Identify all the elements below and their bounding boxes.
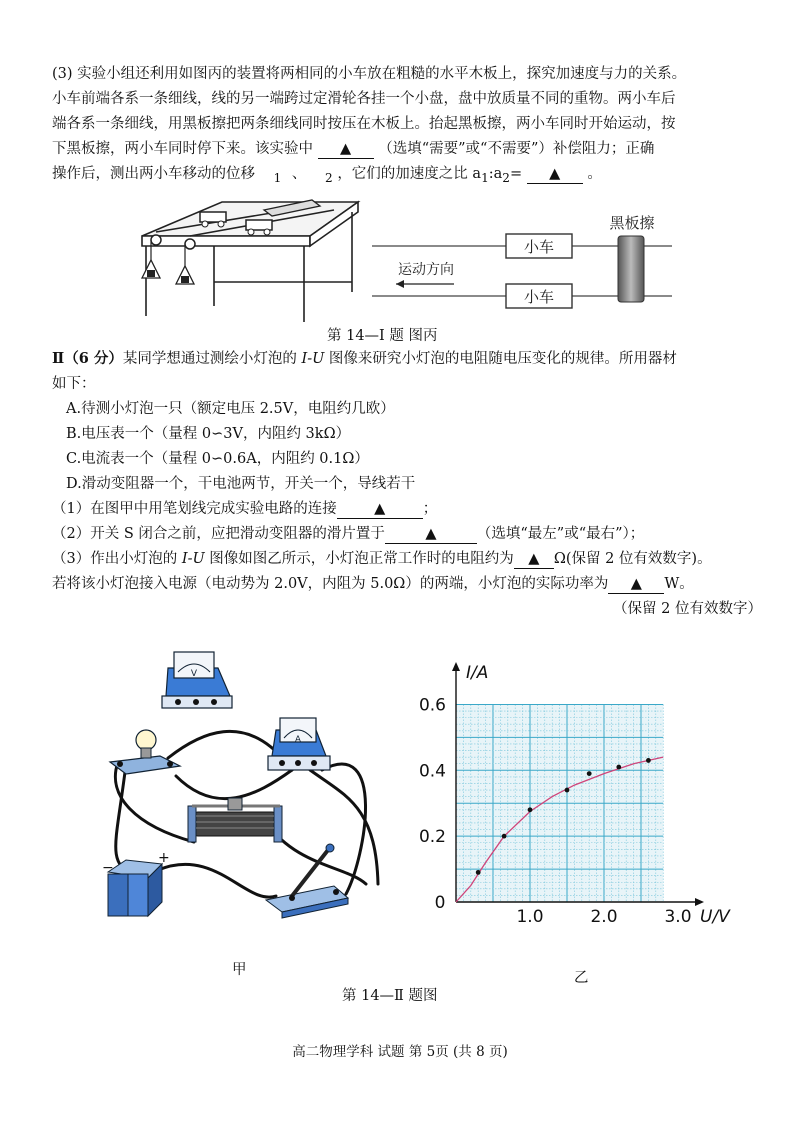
s1-line-2: 小车前端各系一条细线，线的另一端跨过定滑轮各挂一个小盘，盘中放质量不同的重物。两小车后 [52,91,676,107]
chart-grid [456,704,663,902]
y-tick-label: 0.6 [418,695,446,716]
s2-head-a: Ⅱ（6 分） [52,350,123,367]
x-axis-label: U/V [700,907,730,927]
s2-head-2: 如下： [52,376,96,392]
item-c: C.电流表一个（量程 0∽0.6A，内阻约 0.1Ω） [66,451,369,467]
item-a: A.待测小灯泡一只（额定电压 2.5V，电阻约几欧） [66,401,395,417]
rheostat-slider-icon[interactable] [228,798,242,810]
q4-b: W。 [664,576,694,592]
s1-line-5-i: = [509,166,523,182]
sub-2: 2 [325,170,333,185]
s2-head-b: 某同学想通过测绘小灯泡的 [122,351,302,367]
pulley-right-icon [185,239,195,249]
s1-line-3: 端各系一条细线，用黑板擦把两条细线同时按压在木板上。抬起黑板擦，两小车同时开始运动，按 [52,116,676,132]
battery-icon[interactable] [102,850,170,916]
data-point [476,870,481,875]
lamp-icon[interactable] [110,730,180,774]
cart-bottom-icon [246,220,272,230]
figure-2-caption: 第 14—Ⅱ 题图 [342,988,438,1004]
answer-blank-resistance[interactable]: ▲ [514,550,554,569]
sub-1: 1 [273,170,282,185]
q3-b: I-U [181,551,205,567]
figure-bing-schematic [366,212,678,316]
data-point [646,758,651,763]
eraser-label: 黑板擦 [609,214,655,232]
s1-line-4-b: （选填“需要”或“不需要”）补偿阻力；正确 [378,141,655,157]
q2-b: （选填“最左”或“最右”）； [476,526,645,542]
item-d: D.滑动变阻器一个，干电池两节，开关一个，导线若干 [66,476,416,492]
q4-line [52,572,762,597]
data-point [528,807,533,812]
data-point [616,765,621,770]
q1-a: （1）在图甲中用笔划线完成实验电路的连接 [52,501,337,517]
s2-head [52,346,762,372]
car-label-top: 小车 [523,238,555,256]
answer-blank-circuit[interactable]: ▲ [337,500,423,519]
answer-blank-power[interactable]: ▲ [608,575,664,594]
ammeter-symbol: A [294,735,302,745]
q4-note: （保留 2 位有效数字） [613,601,762,617]
answer-blank-ratio[interactable]: ▲ [527,165,583,184]
section-2-text [52,346,762,622]
section-1-text [52,62,762,191]
data-point [587,771,592,776]
q3-c: 图像如图乙所示，小灯泡正常工作时的电阻约为 [204,551,514,567]
item-b: B.电压表一个（量程 0∽3V，内阻约 3kΩ） [66,426,351,442]
q3-d: Ω(保留 2 位有效数字)。 [553,551,712,567]
s1-comma: 、 [291,166,307,182]
voltmeter-symbol: V [190,669,198,679]
sub-a2: 2 [502,170,510,185]
y-tick-label: 0.4 [418,761,446,782]
page-footer: 高二物理学科 试题 第 5页 (共 8 页) [292,1044,508,1060]
switch-icon[interactable] [266,844,348,918]
s1-line-4-a: 下黑板擦，两小车同时停下来。该实验中 [52,141,313,157]
figure-jia-label: 甲 [232,962,247,978]
figure-yi-label: 乙 [574,970,589,986]
s2-head-d: 图像来研究小灯泡的电阻随电压变化的规律。所用器材 [324,351,677,367]
s1-line-1: (3) 实验小组还利用如图丙的装置将两相同的小车放在粗糙的水平木板上，探究加速度与力的关系。 [52,66,687,82]
y-tick-label: 0.2 [418,827,446,848]
y-axis-arrow-icon [452,662,460,671]
s1-line-5-g: :a [488,166,503,182]
voltmeter-icon[interactable] [162,652,232,708]
x-tick-label: 2.0 [590,907,618,927]
s2-head-c: I-U [301,351,325,367]
figure-bing-apparatus [134,196,366,326]
s1-line-5 [52,162,762,191]
s1-line-5-e: ，它们的加速度之比 a [337,166,482,182]
sub-a1: 1 [481,170,489,185]
q2-line [52,522,762,547]
q1-b: ； [422,501,438,517]
q3-line [52,547,762,572]
y-axis-label: I/A [466,663,489,683]
s1-line-4 [52,137,762,162]
answer-blank-friction[interactable]: ▲ [318,140,374,159]
direction-label: 运动方向 [398,262,454,278]
data-point [565,788,570,793]
q4-a: 若将该小灯泡接入电源（电动势为 2.0V，内阻为 5.0Ω）的两端，小灯泡的实际功率为 [52,576,609,592]
s1-period: 。 [587,166,602,182]
figure-bing-caption: 第 14—Ⅰ 题 图丙 [327,328,438,344]
q1-line [52,497,762,522]
origin-label: 0 [434,893,446,913]
s1-line-5-a: 操作后，测出两小车移动的位移 [52,166,255,182]
rheostat-icon[interactable] [188,798,282,842]
answer-blank-slider[interactable]: ▲ [385,525,477,544]
eraser-block-icon [618,236,644,302]
cart-top-icon [200,212,226,222]
ammeter-icon[interactable] [268,718,330,770]
pulley-left-icon [151,235,161,245]
figure-yi-iu-chart [414,652,730,952]
data-point [502,834,507,839]
q2-a: （2）开关 S 闭合之前，应把滑动变阻器的滑片置于 [52,526,385,542]
x-tick-label: 1.0 [516,907,544,927]
battery-minus: − [102,860,114,876]
figure-jia-circuit [96,646,396,920]
battery-plus: + [158,850,170,866]
car-label-bottom: 小车 [523,288,555,306]
q3-a: （3）作出小灯泡的 [52,551,182,567]
x-axis-arrow-icon [695,898,704,906]
x-tick-label: 3.0 [664,907,692,927]
